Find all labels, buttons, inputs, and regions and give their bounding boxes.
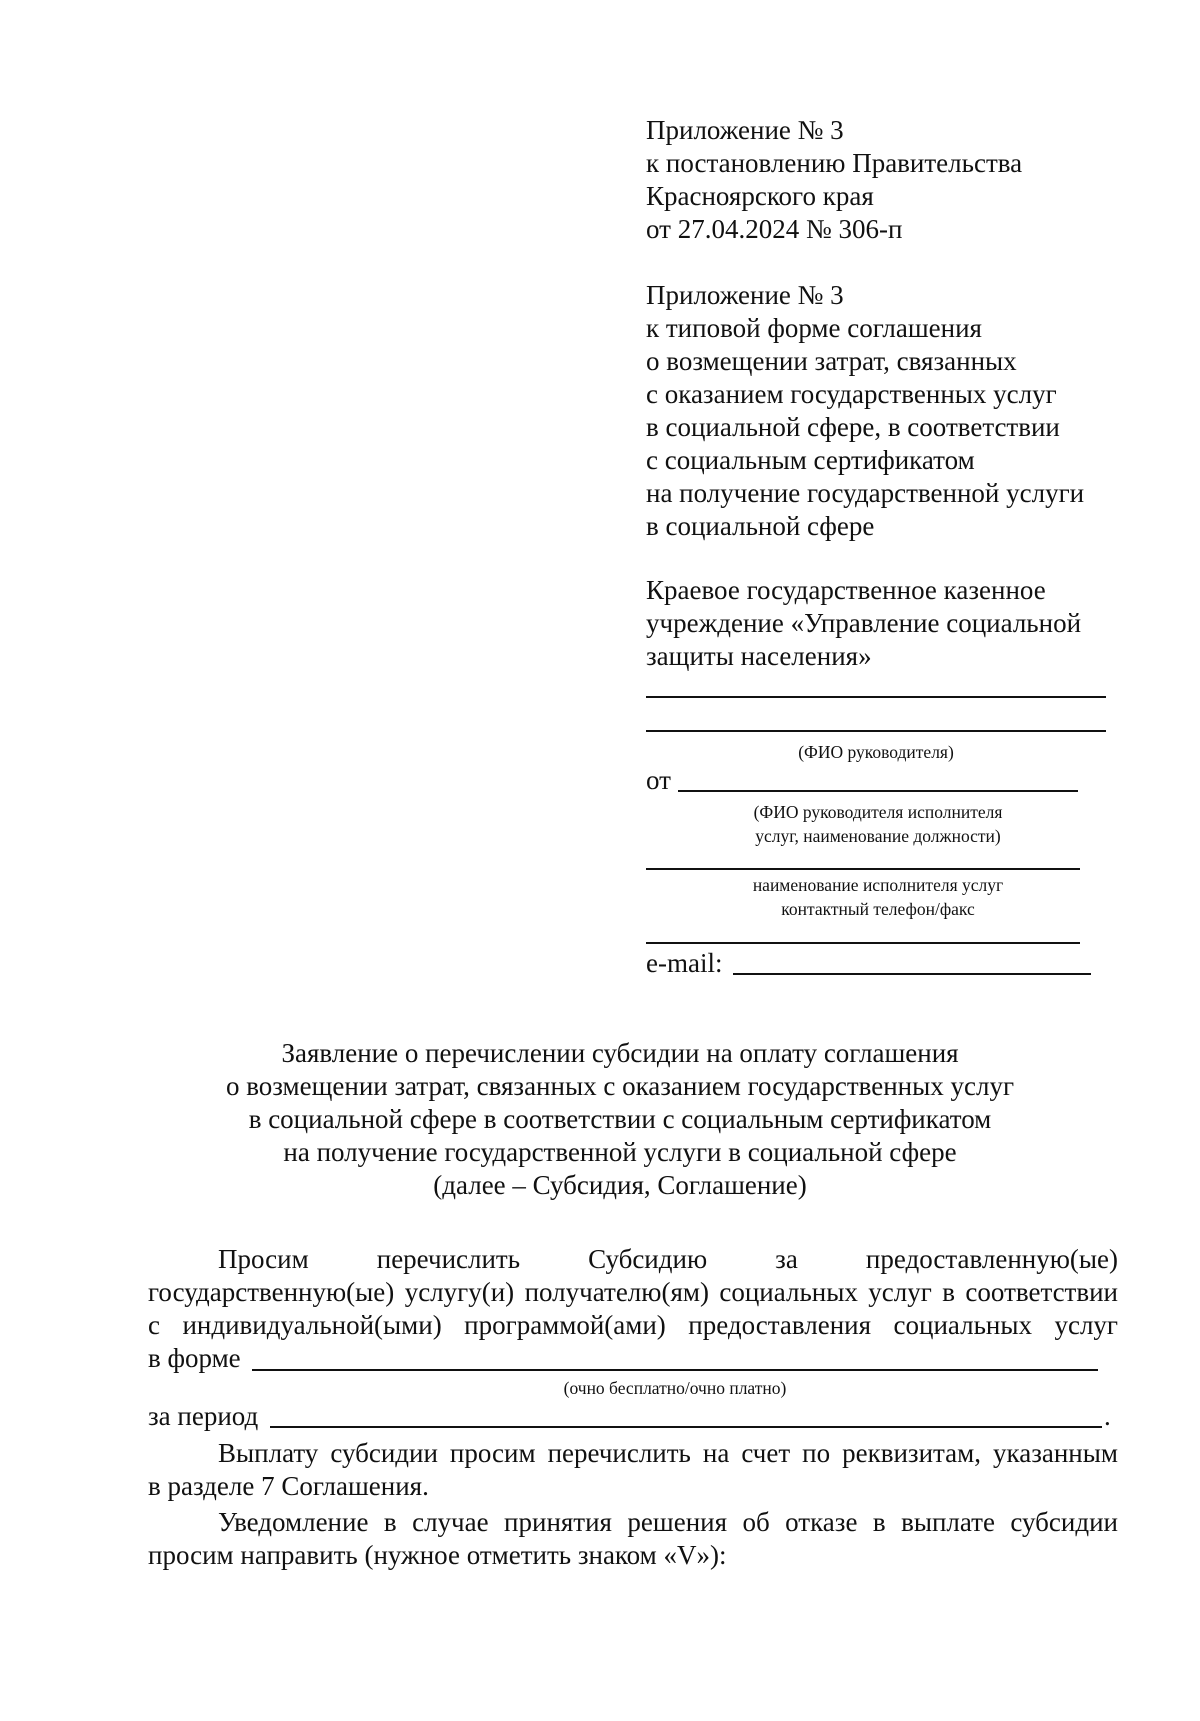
notification-paragraph	[148, 1506, 1118, 1572]
org-caption-2: контактный телефон/факс	[781, 899, 975, 919]
request-line-3: с индивидуальной(ыми) программой(ами) предоставления социальных услуг	[148, 1310, 1118, 1340]
title-line: Заявление о перечислении субсидии на оплату соглашения	[281, 1038, 959, 1068]
executor-caption-2: услуг, наименование должности)	[755, 826, 1001, 846]
notification-line-2: просим направить (нужное отметить знаком «V»):	[148, 1540, 727, 1570]
email-label: e-mail:	[646, 948, 723, 978]
appendix-form-line: к типовой форме соглашения	[646, 313, 982, 343]
title-line: на получение государственной услуги в социальной сфере	[283, 1137, 957, 1167]
period-end: .	[1104, 1401, 1111, 1431]
appendix-form-line: в социальной сфере, в соответствии	[646, 412, 1060, 442]
form-label: в форме	[148, 1343, 241, 1373]
period-line[interactable]	[270, 1426, 1102, 1428]
contact-phone-line[interactable]	[646, 942, 1080, 944]
head-name-line-2[interactable]	[646, 730, 1106, 732]
appendix-form-line: в социальной сфере	[646, 511, 875, 541]
addressee-line: Краевое государственное казенное	[646, 575, 1046, 605]
service-form-line[interactable]	[252, 1369, 1098, 1371]
service-form-caption: (очно бесплатно/очно платно)	[563, 1378, 787, 1398]
addressee-block	[646, 574, 1081, 673]
title-line: (далее – Субсидия, Соглашение)	[433, 1170, 807, 1200]
addressee-line: защиты населения»	[646, 641, 872, 671]
payment-line-1: Выплату субсидии просим перечислить на счет по реквизитам, указанным	[218, 1438, 1118, 1468]
executor-org-line[interactable]	[646, 868, 1080, 870]
from-label: от	[646, 765, 671, 795]
appendix-resolution-line: Приложение № 3	[646, 115, 844, 145]
appendix-resolution-block	[646, 114, 1022, 246]
request-line-2: государственную(ые) услугу(и) получателю(ям) социальных услуг в соответствии	[148, 1277, 1118, 1307]
executor-caption-1: (ФИО руководителя исполнителя	[753, 802, 1003, 822]
payment-line-2: в разделе 7 Соглашения.	[148, 1471, 429, 1501]
addressee-line: учреждение «Управление социальной	[646, 608, 1082, 638]
title-line: в социальной сфере в соответствии с социальным сертификатом	[248, 1104, 992, 1134]
appendix-resolution-line: к постановлению Правительства	[646, 148, 1023, 178]
request-line-1: Просим перечислить Субсидию за предоставленную(ые)	[218, 1244, 1118, 1274]
request-paragraph	[148, 1243, 1118, 1342]
appendix-form-line: с оказанием государственных услуг	[646, 379, 1057, 409]
appendix-form-line: на получение государственной услуги	[646, 478, 1085, 508]
executor-name-line[interactable]	[678, 790, 1078, 792]
appendix-form-line: о возмещении затрат, связанных	[646, 346, 1017, 376]
period-label: за период	[148, 1401, 259, 1431]
appendix-resolution-line: от 27.04.2024 № 306-п	[646, 214, 903, 244]
head-name-caption: (ФИО руководителя)	[798, 742, 954, 762]
statement-title	[130, 1037, 1110, 1202]
appendix-form-line: Приложение № 3	[646, 280, 844, 310]
email-line[interactable]	[733, 973, 1091, 975]
head-name-line-1[interactable]	[646, 696, 1106, 698]
org-caption-1: наименование исполнителя услуг	[752, 875, 1004, 895]
appendix-form-line: с социальным сертификатом	[646, 445, 975, 475]
appendix-resolution-line: Красноярского края	[646, 181, 874, 211]
title-line: о возмещении затрат, связанных с оказанием государственных услуг	[225, 1071, 1015, 1101]
notification-line-1: Уведомление в случае принятия решения об отказе в выплате субсидии	[218, 1507, 1118, 1537]
appendix-form-block	[646, 279, 1084, 543]
payment-paragraph	[148, 1437, 1118, 1503]
